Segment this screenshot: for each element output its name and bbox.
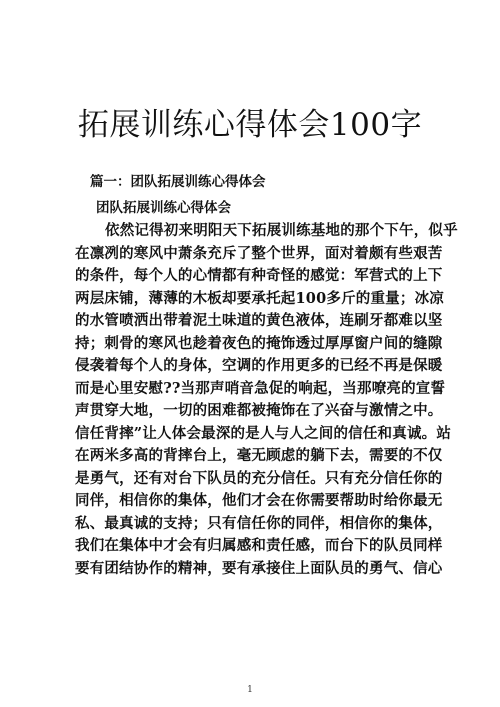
body-line: 两层床铺，薄薄的木板却要承托起100多斤的重量；冰凉 <box>75 289 444 307</box>
body-line: 在两米多高的背摔台上，毫无顾虑的躺下去，需要的不仅 <box>75 447 443 464</box>
body-paragraph <box>75 220 458 580</box>
body-line: 是勇气，还有对台下队员的充分信任。只有充分信任你的 <box>75 469 443 487</box>
body-line: 我们在集体中才会有归属感和责任感，而台下的队员同样 <box>75 537 443 554</box>
body-line: 在凛冽的寒风中萧条充斥了整个世界，面对着颇有些艰苦 <box>75 244 443 262</box>
body-line: 侵袭着每个人的身体，空调的作用更多的已经不再是保暖 <box>75 357 443 374</box>
document-title: 拓展训练心得体会100字 <box>77 106 423 143</box>
body-line: 而是心里安慰??当那声哨音急促的响起，当那嘹亮的宣誓 <box>75 379 446 397</box>
page-number: 1 <box>247 685 253 695</box>
body-line: 的条件，每个人的心情都有种奇怪的感觉：军营式的上下 <box>75 267 443 284</box>
sub-heading: 团队拓展训练心得体会 <box>96 200 231 216</box>
body-line: 同伴，相信你的集体，他们才会在你需要帮助时给你最无 <box>75 492 443 509</box>
body-line: 声贯穿大地，一切的困难都被掩饰在了兴奋与激情之中。 <box>75 402 443 419</box>
body-line: 的水管喷洒出带着泥土味道的黄色液体，连刷牙都难以坚 <box>75 312 443 329</box>
section-heading: 篇一：团队拓展训练心得体会 <box>90 174 266 190</box>
body-line: 依然记得初来明阳天下拓展训练基地的那个下午，似乎 <box>105 222 458 239</box>
body-line: 要有团结协作的精神，要有承接住上面队员的勇气、信心 <box>75 559 443 577</box>
body-line: 信任背摔”让人体会最深的是人与人之间的信任和真诚。站 <box>75 424 452 442</box>
body-line: 私、最真诚的支持；只有信任你的同伴，相信你的集体， <box>75 514 443 532</box>
body-line: 持；刺骨的寒风也趁着夜色的掩饰透过厚厚窗户间的缝隙 <box>75 334 443 352</box>
